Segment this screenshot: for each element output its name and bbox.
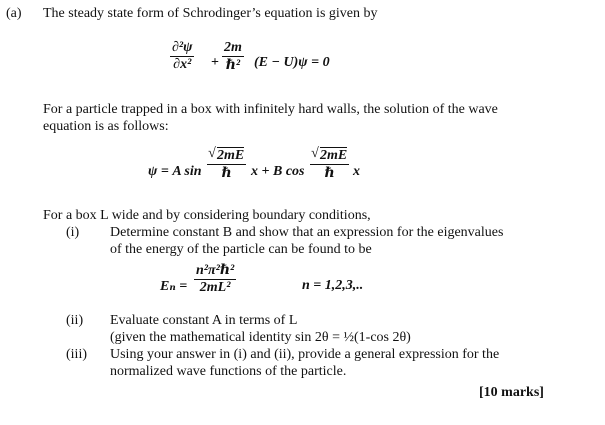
eq1-den-2: ℏ² (225, 58, 241, 73)
part-iii-line2: normalized wave functions of the particle. (110, 364, 347, 379)
eq2-den-1: ℏ (221, 166, 232, 181)
eq2-fraction-1 (207, 148, 246, 182)
eq2-fraction-2 (310, 148, 349, 182)
eq2-lhs: ψ = A sin (148, 164, 202, 179)
eq1-den-1: ∂x² (173, 57, 192, 72)
eq1-num-1: ∂²ψ (172, 40, 193, 55)
question-label: (a) (6, 6, 22, 21)
part-iii-label: (iii) (66, 347, 87, 362)
eq2-den-2: ℏ (324, 166, 335, 181)
intro-text: The steady state form of Schrodinger’s equation is given by (43, 6, 378, 21)
eq3-num: n²π²ℏ² (196, 263, 235, 278)
eq3-fraction (194, 262, 236, 296)
eq2-mid: x + B cos (251, 164, 305, 179)
eq1-fraction-2 (222, 40, 244, 74)
eq3-range: n = 1,2,3,.. (302, 278, 364, 293)
eq3-lhs: Eₙ = (160, 279, 188, 294)
marks-label: [10 marks] (479, 385, 544, 400)
eq1-plus: + (211, 55, 219, 70)
part-ii-label: (ii) (66, 313, 84, 328)
eq3-den: 2mL² (199, 280, 231, 295)
para2-line1: For a particle trapped in a box with infinitely hard walls, the solution of the wave (43, 102, 498, 117)
part-ii-line1: Evaluate constant A in terms of L (110, 313, 298, 328)
eq1-rest: (E − U)ψ = 0 (254, 55, 330, 70)
part-iii-line1: Using your answer in (i) and (ii), provide a general expression for the (110, 347, 500, 362)
para2-line2: equation is as follows: (43, 119, 169, 134)
part-i-label: (i) (66, 225, 80, 240)
eq1-fraction-1 (170, 40, 194, 73)
para3-text: For a box L wide and by considering boundary conditions, (43, 208, 371, 223)
eq2-end: x (353, 164, 360, 179)
eq1-num-2: 2m (224, 40, 242, 55)
part-ii-line2: (given the mathematical identity sin 2θ = ½(1-cos 2θ) (110, 330, 411, 345)
part-i-line1: Determine constant B and show that an expression for the eigenvalues (110, 225, 504, 240)
eq2-num-1: 2mE (217, 148, 245, 163)
part-i-line2: of the energy of the particle can be found to be (110, 242, 372, 257)
eq2-num-2: 2mE (320, 148, 348, 163)
